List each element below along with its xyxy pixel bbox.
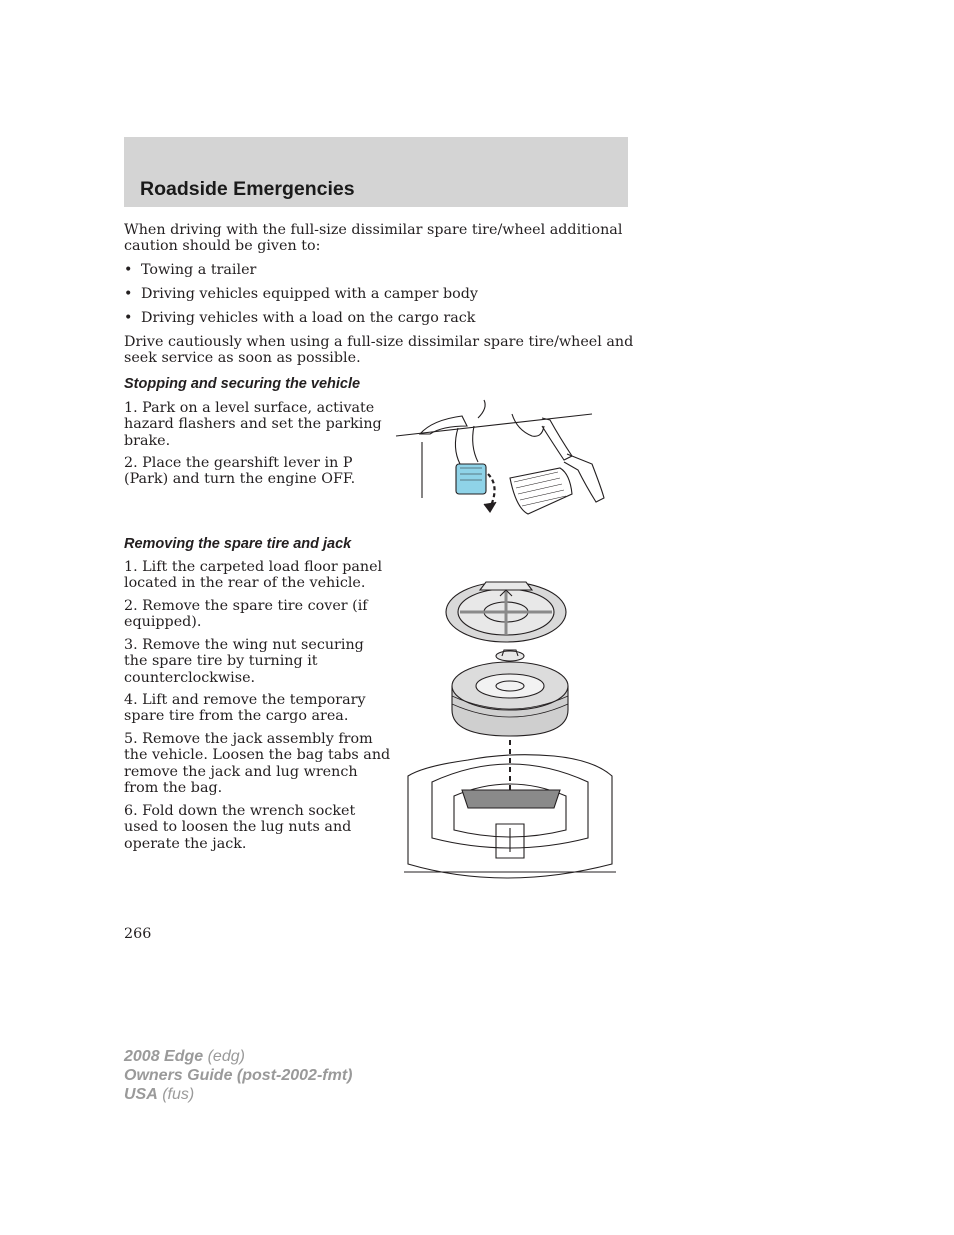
remove-step-2 bbox=[124, 598, 368, 631]
caution-line-1: Drive cautiously when using a full-size dissimilar spare tire/wheel and bbox=[124, 334, 634, 350]
bullet-text: Driving vehicles with a load on the cargo rack bbox=[141, 310, 476, 326]
step-line: spare tire from the cargo area. bbox=[124, 708, 349, 725]
step-line: counterclockwise. bbox=[124, 669, 256, 686]
caution-paragraph bbox=[124, 334, 633, 367]
step-line: equipped). bbox=[124, 614, 202, 631]
spare-tire bbox=[452, 662, 568, 736]
section-title: Roadside Emergencies bbox=[140, 178, 355, 200]
step-line: used to loosen the lug nuts and bbox=[124, 819, 352, 836]
step-line: 5. Remove the jack assembly from bbox=[124, 731, 373, 747]
step-line: located in the rear of the vehicle. bbox=[124, 575, 366, 592]
footer-model-code: (edg) bbox=[203, 1048, 245, 1065]
footer-line-2 bbox=[124, 1066, 352, 1085]
intro-paragraph bbox=[124, 222, 622, 255]
intro-line-1: When driving with the full-size dissimilar spare tire/wheel additional bbox=[124, 222, 623, 238]
intro-line-2: caution should be given to: bbox=[124, 238, 321, 255]
subheading-removing: Removing the spare tire and jack bbox=[124, 536, 352, 552]
step-line: 2. Remove the spare tire cover (if bbox=[124, 598, 368, 614]
stop-step-2 bbox=[124, 455, 355, 488]
remove-step-4 bbox=[124, 692, 366, 725]
wing-nut bbox=[496, 650, 524, 661]
remove-step-6 bbox=[124, 803, 355, 852]
step-line: 1. Park on a level surface, activate bbox=[124, 400, 375, 416]
remove-step-5 bbox=[124, 731, 390, 797]
footer-model: 2008 Edge bbox=[124, 1048, 204, 1065]
spare-tire-cover bbox=[446, 582, 566, 642]
bullet-dot: • bbox=[124, 310, 133, 326]
step-line: operate the jack. bbox=[124, 835, 247, 852]
bullet-item bbox=[124, 262, 256, 278]
bullet-text: Towing a trailer bbox=[141, 262, 257, 278]
brake-pedal-illustration bbox=[392, 398, 608, 520]
step-line: the spare tire by turning it bbox=[124, 653, 318, 670]
footer-line-1 bbox=[124, 1047, 352, 1066]
step-line: 1. Lift the carpeted load floor panel bbox=[124, 559, 383, 575]
bullet-item bbox=[124, 310, 475, 326]
section-header-band bbox=[124, 137, 628, 207]
bullet-item bbox=[124, 286, 478, 302]
step-line: 4. Lift and remove the temporary bbox=[124, 692, 366, 708]
document-footer bbox=[124, 1047, 352, 1104]
step-line: the vehicle. Loosen the bag tabs and bbox=[124, 747, 391, 764]
step-line: 2. Place the gearshift lever in P bbox=[124, 455, 353, 471]
page-number: 266 bbox=[124, 926, 152, 942]
footer-market-code: (fus) bbox=[157, 1086, 195, 1103]
step-line: (Park) and turn the engine OFF. bbox=[124, 471, 356, 488]
spare-tire-illustration bbox=[404, 576, 616, 892]
step-line: brake. bbox=[124, 432, 171, 449]
bullet-dot: • bbox=[124, 262, 133, 278]
stop-step-1 bbox=[124, 400, 382, 449]
bullet-text: Driving vehicles equipped with a camper body bbox=[141, 286, 478, 302]
caution-line-2: seek service as soon as possible. bbox=[124, 350, 361, 367]
cargo-well bbox=[404, 755, 616, 878]
step-line: from the bag. bbox=[124, 780, 223, 797]
footer-market: USA bbox=[124, 1086, 158, 1103]
subheading-stopping: Stopping and securing the vehicle bbox=[124, 376, 361, 392]
step-line: 6. Fold down the wrench socket bbox=[124, 803, 356, 819]
step-line: 3. Remove the wing nut securing bbox=[124, 637, 364, 653]
remove-step-3 bbox=[124, 637, 364, 686]
step-line: remove the jack and lug wrench bbox=[124, 763, 358, 780]
footer-guide: Owners Guide (post-2002-fmt) bbox=[124, 1067, 353, 1084]
footer-line-3 bbox=[124, 1085, 352, 1104]
step-line: hazard flashers and set the parking bbox=[124, 416, 382, 433]
bullet-dot: • bbox=[124, 286, 133, 302]
remove-step-1 bbox=[124, 559, 382, 592]
